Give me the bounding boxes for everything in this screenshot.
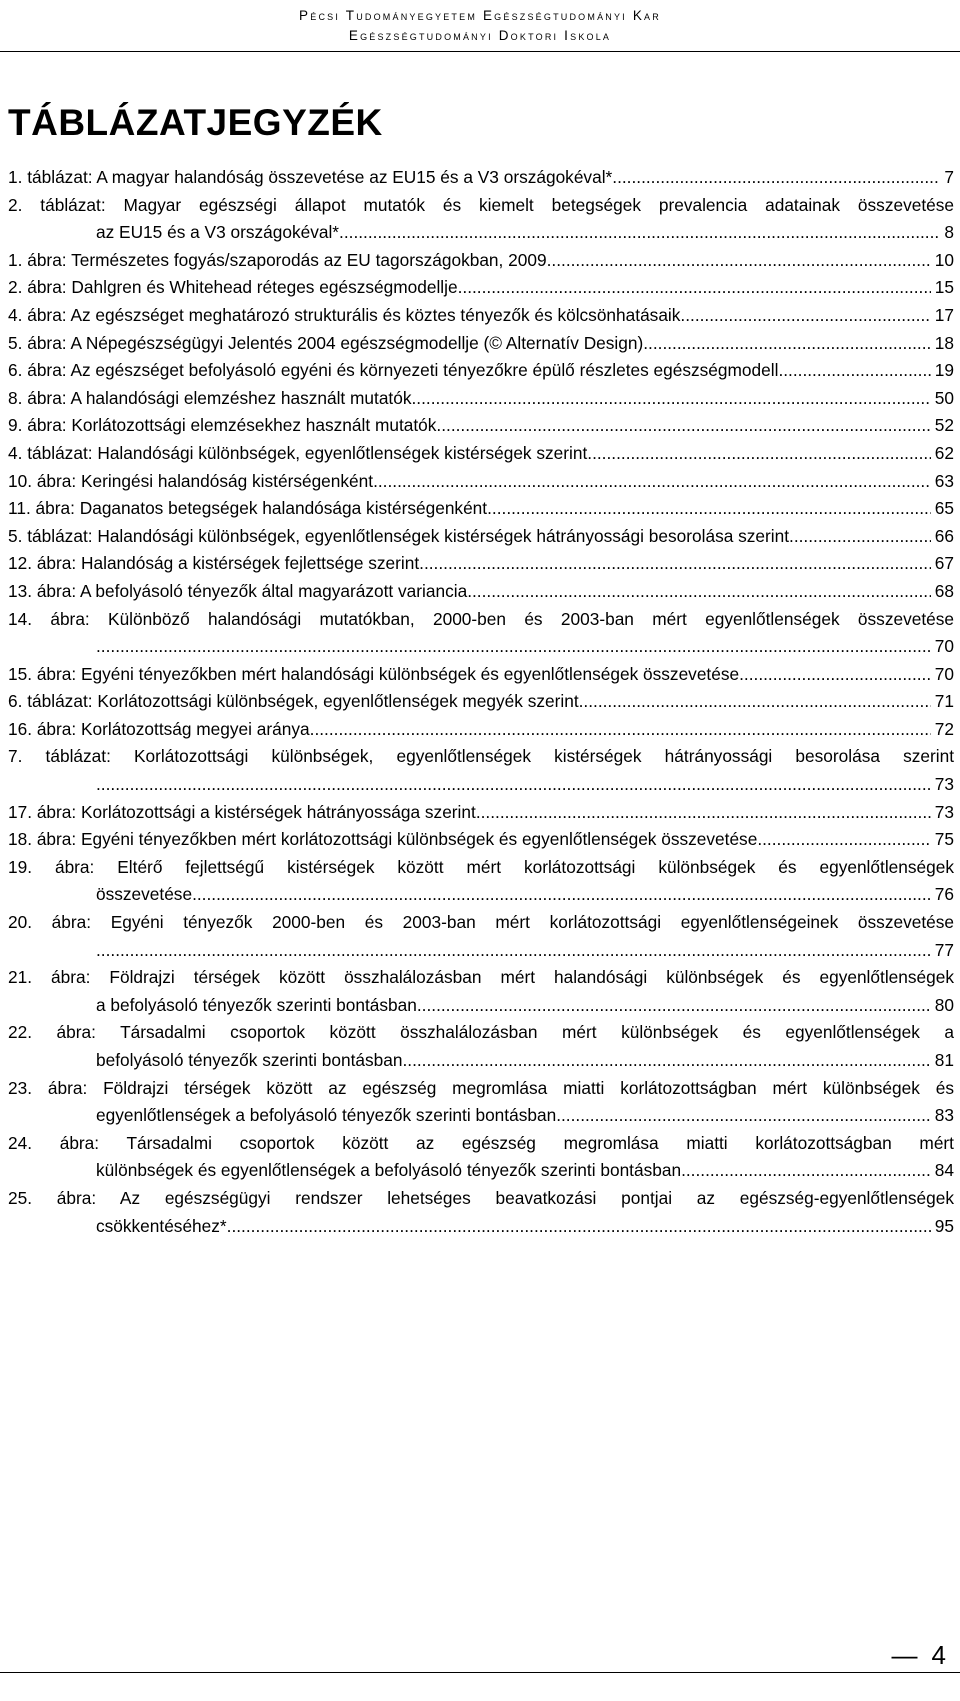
toc-entry[interactable] (8, 274, 954, 302)
header-divider (0, 51, 960, 52)
toc-entry-page: 50 (934, 387, 954, 408)
toc-dot-leader (467, 578, 931, 606)
toc-entry[interactable] (8, 606, 954, 661)
header-university: Pécsi Tudományegyetem Egészségtudományi Kar (299, 8, 661, 23)
toc-entry-page: 15 (934, 277, 954, 298)
toc-dot-leader (487, 495, 931, 523)
toc-dot-leader (373, 468, 931, 496)
toc-dot-leader (757, 826, 930, 854)
page-number-dash: — (891, 1640, 918, 1670)
toc-entry-title: 15. ábra: Egyéni tényezőkben mért halandósági különbségek és egyenlőtlenségek összevetése (8, 663, 740, 684)
toc-entry-title: 8. ábra: A halandósági elemzéshez használt mutatók (8, 387, 412, 408)
toc-entry[interactable] (8, 468, 954, 496)
toc-entry-page: 67 (934, 553, 954, 574)
toc-entry[interactable] (8, 192, 954, 247)
toc-entry-page: 72 (934, 718, 954, 739)
toc-entry-page: 73 (934, 774, 954, 795)
header-doctoral-school: Egészségtudományi Doktori Iskola (348, 28, 612, 43)
toc-entry-title: 6. ábra: Az egészséget befolyásoló egyéni és környezeti tényezőkre épülő részletes egészségmodell (8, 360, 779, 381)
toc-entry[interactable] (8, 1130, 954, 1185)
toc-entry-page: 81 (934, 1050, 954, 1070)
toc-entry-title: 24. ábra: Társadalmi csoportok között az egészség megromlása miatti korlátozottságban mért (8, 1132, 954, 1153)
toc-entry-title: 19. ábra: Eltérő fejlettségű kistérségek között mért korlátozottsági különbségek és egyenlőtlenségek (8, 856, 954, 877)
toc-dot-leader (96, 937, 931, 965)
toc-entry-title: 2. ábra: Dahlgren és Whitehead réteges egészségmodellje (8, 277, 458, 298)
toc-entry-page: 63 (934, 470, 954, 491)
toc-entry-title: 6. táblázat: Korlátozottsági különbségek, egyenlőtlenségek megyék szerint (8, 691, 579, 712)
toc-dot-leader (402, 1047, 930, 1075)
toc-entry-page: 65 (934, 498, 954, 519)
toc-entry-page: 66 (934, 525, 954, 546)
toc-entry-title: 5. ábra: A Népegészségügyi Jelentés 2004 egészségmodellje (© Alternatív Design) (8, 332, 644, 353)
toc-entry-page: 62 (934, 442, 954, 463)
toc-entry-title-cont: összevetése (96, 884, 193, 905)
toc-entry[interactable] (8, 164, 954, 192)
toc-entry-title: 10. ábra: Keringési halandóság kistérségenként (8, 470, 374, 491)
toc-entry-title-cont: csökkentéséhez* (96, 1215, 227, 1236)
toc-entry-title-cont: egyenlőtlenségek a befolyásoló tényezők szerinti bontásban (96, 1105, 557, 1126)
toc-entry-title-cont: az EU15 és a V3 országokéval* (96, 222, 340, 243)
toc-entry[interactable] (8, 1075, 954, 1130)
toc-entry[interactable] (8, 743, 954, 798)
toc-entry[interactable] (8, 302, 954, 330)
toc-entry-title: 21. ábra: Földrajzi térségek között összhalálozásban mért halandósági különbségek és egyenlőtlenségek (8, 967, 954, 988)
toc-entry-title-cont: a befolyásoló tényezők szerinti bontásban (96, 994, 417, 1015)
toc-dot-leader (476, 799, 931, 827)
toc-dot-leader (310, 716, 931, 744)
toc-entry[interactable] (8, 578, 954, 606)
toc-entry[interactable] (8, 550, 954, 578)
page-number (892, 1640, 946, 1671)
toc-entry-title: 5. táblázat: Halandósági különbségek, egyenlőtlenségek kistérségek hátrányossági besorolása szerint. (8, 525, 794, 546)
toc-entry-title: 12. ábra: Halandóság a kistérségek fejlettsége szerint (8, 553, 420, 574)
toc-entry[interactable] (8, 440, 954, 468)
toc-entry[interactable] (8, 854, 954, 909)
toc-entry-page: 80 (934, 994, 954, 1015)
toc-dot-leader (681, 1157, 931, 1185)
toc-entry[interactable] (8, 357, 954, 385)
toc-dot-leader (778, 357, 930, 385)
toc-entry[interactable] (8, 1019, 954, 1074)
toc-entry-page: 17 (934, 304, 954, 325)
toc-dot-leader (556, 1102, 931, 1130)
toc-dot-leader (411, 385, 930, 413)
toc-entry-page: 7 (944, 167, 954, 187)
toc-entry-title: 11. ábra: Daganatos betegségek halandósága kistérségenként (8, 498, 488, 519)
toc-entry-page: 75 (934, 829, 954, 850)
toc-dot-leader (436, 412, 930, 440)
toc-dot-leader (794, 523, 931, 551)
page-title: TÁBLÁZATJEGYZÉK (8, 102, 383, 143)
toc-entry-page: 73 (934, 801, 954, 822)
toc-entry-page: 18 (934, 332, 954, 353)
toc-entry-title: 2. táblázat: Magyar egészségi állapot mutatók és kiemelt betegségek prevalencia adatainak összevetése (8, 194, 954, 215)
toc-entry-title: 22. ábra: Társadalmi csoportok között összhalálozásban mért különbségek és egyenlőtlenségek a (8, 1022, 954, 1043)
toc-entry-page: 71 (934, 691, 954, 712)
toc-entry-title: 17. ábra: Korlátozottsági a kistérségek hátrányossága szerint (8, 801, 476, 822)
toc-entry-page: 8 (944, 222, 954, 243)
toc-dot-leader (192, 881, 931, 909)
toc-entry[interactable] (8, 826, 954, 854)
toc-dot-leader (417, 992, 931, 1020)
toc-entry-title: 7. táblázat: Korlátozottsági különbségek, egyenlőtlenségek kistérségek hátrányossági besorolása szerint (8, 746, 954, 767)
toc-entry-title: 23. ábra: Földrajzi térségek között az egészség megromlása miatti korlátozottságban mért különbségek és (8, 1077, 954, 1098)
toc-entry-title: 16. ábra: Korlátozottság megyei aránya (8, 718, 310, 739)
toc-entry[interactable] (8, 964, 954, 1019)
footer-divider (0, 1672, 960, 1673)
toc-dot-leader (419, 550, 931, 578)
toc-entry-page: 83 (934, 1105, 954, 1126)
toc-entry-page: 95 (934, 1215, 954, 1236)
toc-dot-leader (587, 440, 930, 468)
toc-entry-title-cont: befolyásoló tényezők szerinti bontásban (96, 1050, 403, 1070)
toc-entry-title: 25. ábra: Az egészségügyi rendszer lehetséges beavatkozási pontjai az egészség-egyenlőtlenségek (8, 1187, 954, 1208)
toc-entry[interactable] (8, 495, 954, 523)
toc-entry-page: 10 (934, 249, 954, 270)
toc-dot-leader (227, 1213, 931, 1241)
toc-entry[interactable] (8, 247, 954, 275)
toc-entry-title: 4. táblázat: Halandósági különbségek, egyenlőtlenségek kistérségek szerint (8, 442, 588, 463)
toc-entry-page: 52 (934, 415, 954, 436)
toc-entry-page: 70 (934, 636, 954, 657)
toc-dot-leader (643, 330, 931, 358)
toc-dot-leader (739, 661, 931, 689)
toc-entry[interactable] (8, 385, 954, 413)
toc-entry-title: 13. ábra: A befolyásoló tényezők által magyarázott variancia (8, 580, 468, 601)
toc-dot-leader (680, 302, 930, 330)
toc-entry[interactable] (8, 1185, 954, 1240)
toc-entry-page: 68 (934, 580, 954, 601)
toc-entry[interactable] (8, 412, 954, 440)
toc-entry-title: 1. ábra: Természetes fogyás/szaporodás az EU tagországokban, 2009 (8, 249, 547, 270)
toc-entry[interactable] (8, 909, 954, 964)
toc-entry-title: 4. ábra: Az egészséget meghatározó strukturális és köztes tényezők és kölcsönhatásaik (8, 304, 681, 325)
toc-entry-title: 14. ábra: Különböző halandósági mutatókban, 2000-ben és 2003-ban mért egyenlőtlenségek összevetése (8, 608, 954, 629)
toc-entry-title: 18. ábra: Egyéni tényezőkben mért korlátozottsági különbségek és egyenlőtlenségek összevetése (8, 829, 758, 850)
toc-entry[interactable] (8, 330, 954, 358)
toc-entry-title: 1. táblázat: A magyar halandóság összevetése az EU15 és a V3 országokéval* (8, 167, 613, 187)
toc-entry-title: 9. ábra: Korlátozottsági elemzésekhez használt mutatók (8, 415, 437, 436)
toc-entry-title: 20. ábra: Egyéni tényezők 2000-ben és 2003-ban mért korlátozottsági egyenlőtlenségeinek összevetése (8, 912, 954, 933)
toc-entry-page: 76 (934, 884, 954, 905)
toc-dot-leader (339, 219, 940, 247)
toc-entry-title-cont: különbségek és egyenlőtlenségek a befolyásoló tényezők szerinti bontásban (96, 1160, 682, 1181)
toc-entry[interactable] (8, 688, 954, 716)
toc-dot-leader (458, 274, 931, 302)
toc-entry-page: 84 (934, 1160, 954, 1181)
toc-dot-leader (612, 164, 940, 192)
toc-dot-leader (96, 633, 931, 661)
toc-dot-leader (96, 771, 931, 799)
toc-entry[interactable] (8, 716, 954, 744)
toc-entry-page: 70 (934, 663, 954, 684)
toc-dot-leader (579, 688, 931, 716)
page-number-value: 4 (931, 1640, 946, 1670)
toc-entry[interactable] (8, 799, 954, 827)
toc-entry-page: 77 (934, 939, 954, 960)
toc-dot-leader (547, 247, 931, 275)
toc-entry-page: 19 (934, 360, 954, 381)
document-header (0, 6, 960, 46)
toc-entry[interactable] (8, 661, 954, 689)
toc-entry[interactable] (8, 523, 954, 551)
table-of-figures-list (8, 164, 954, 1240)
